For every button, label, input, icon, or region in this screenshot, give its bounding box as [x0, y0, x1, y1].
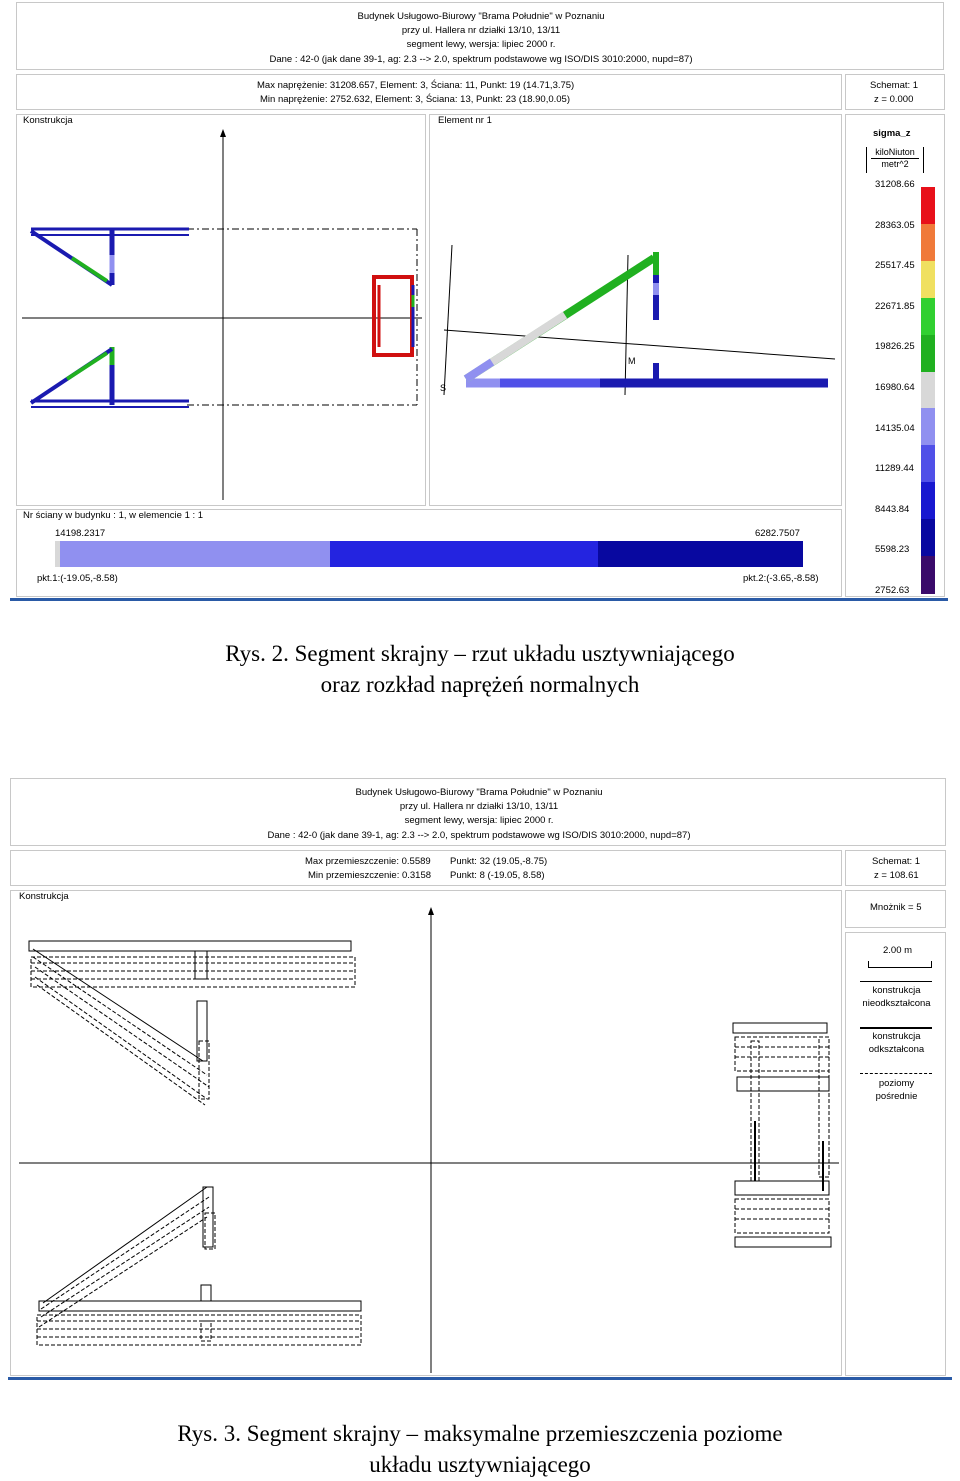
legend-value: 22671.85: [875, 300, 915, 312]
fig1-konstrukcja-label: Konstrukcja: [23, 115, 73, 126]
fig1-header-line4: Dane : 42-0 (jak dane 39-1, ag: 2.3 --> 2.0, spektrum podstawowe wg ISO/DIS 3010:2000, nupd=87): [269, 54, 693, 65]
legend-value: 14135.04: [875, 422, 915, 434]
fig1-bottom-rule: [10, 598, 948, 601]
fig2-multiplier: Mnożnik = 5: [870, 902, 922, 913]
legend-value: 31208.66: [875, 179, 915, 190]
fig1-wall-right-value: 6282.7507: [755, 528, 800, 539]
fig2-header-line4: Dane : 42-0 (jak dane 39-1, ag: 2.3 --> 2.0, spektrum podstawowe wg ISO/DIS 3010:2000, nupd=87): [267, 830, 691, 841]
legend-swatch: [921, 482, 935, 520]
legend-swatch: [921, 372, 935, 410]
fig2-legend-undeformed-line: [860, 981, 932, 982]
fig2-scale-label: 2.00 m: [883, 945, 913, 956]
legend-swatch: [921, 261, 935, 299]
fig2-legend-panel: [845, 932, 946, 1376]
fig2-z-value: z = 108.61: [874, 870, 919, 881]
fig1-header-line1: Budynek Usługowo-Biurowy "Brama Południe" w Poznaniu: [357, 11, 605, 22]
fig2-header-line1: Budynek Usługowo-Biurowy "Brama Południe" w Poznaniu: [355, 787, 603, 798]
fig2-caption-line1: Rys. 3. Segment skrajny – maksymalne przemieszczenia poziome: [177, 1421, 783, 1446]
legend-swatch: [921, 445, 935, 483]
fig1-stats-panel: [16, 74, 842, 110]
fig1-max-stress: Max naprężenie: 31208.657, Element: 3, Ściana: 11, Punkt: 19 (14.71,3.75): [257, 80, 575, 91]
fig1-legend-unit-den: metr^2: [881, 159, 909, 169]
fig1-construction-panel: [16, 114, 426, 506]
fig2-legend-deformed-1: konstrukcja: [872, 1031, 921, 1042]
fig1-header-line2: przy ul. Hallera nr działki 13/10, 13/11: [401, 25, 561, 36]
legend-swatch: [921, 408, 935, 446]
legend-swatch: [921, 224, 935, 262]
fig1-element-panel: [429, 114, 842, 506]
fig1-schemat: Schemat: 1: [870, 80, 919, 91]
legend-value: 5598.23: [875, 544, 910, 556]
fig1-z-value: z = 0.000: [874, 94, 914, 105]
fig2-header-line2: przy ul. Hallera nr działki 13/10, 13/11: [399, 801, 559, 812]
fig2-header-panel: [10, 778, 946, 846]
fig2-header-line3: segment lewy, wersja: lipiec 2000 r.: [404, 815, 554, 826]
fig2-legend-levels-line: [860, 1073, 932, 1074]
legend-value: 28363.05: [875, 219, 915, 231]
legend-swatch: [921, 335, 935, 373]
fig1-wall-pt2: pkt.2:(-3.65,-8.58): [743, 573, 819, 584]
fig1-point-m-label: M: [628, 356, 636, 366]
fig1-legend-unit-num: kiloNiuton: [875, 147, 915, 157]
fig1-wall-left-value: 14198.2317: [55, 528, 106, 539]
fig1-header-line3: segment lewy, wersja: lipiec 2000 r.: [406, 39, 556, 50]
fig2-legend-undeformed-2: nieodkształcona: [862, 998, 931, 1009]
fig2-min-point: Punkt: 8 (-19.05, 8.58): [450, 870, 545, 881]
fig2-min-displacement: Min przemieszczenie: 0.3158: [308, 870, 432, 881]
fig1-caption-line2: oraz rozkład naprężeń normalnych: [320, 672, 640, 697]
fig1-min-stress: Min naprężenie: 2752.632, Element: 3, Ściana: 13, Punkt: 23 (18.90,0.05): [260, 94, 571, 105]
fig1-construction-drawing: [17, 115, 427, 507]
fig2-max-point: Punkt: 32 (19.05,-8.75): [450, 856, 548, 867]
legend-value: 25517.45: [875, 260, 915, 272]
legend-value: 16980.64: [875, 382, 915, 393]
legend-swatch: [921, 519, 935, 557]
fig1-element-drawing: [430, 115, 843, 507]
fig1-wall-pt1: pkt.1:(-19.05,-8.58): [37, 573, 118, 584]
fig2-legend-levels-2: pośrednie: [875, 1091, 918, 1102]
fig2-stats-panel: [10, 850, 842, 886]
fig2-scale-bar: [868, 961, 932, 968]
legend-value: 19826.25: [875, 341, 915, 353]
fig1-wall-stress-bar: [55, 541, 803, 567]
fig1-element-label: Element nr 1: [438, 115, 492, 126]
legend-swatch: [921, 187, 935, 225]
fig2-legend-deformed-2: odkształcona: [868, 1044, 925, 1055]
legend-swatch: [921, 556, 935, 594]
fig1-wall-panel: [16, 509, 842, 597]
fig2-caption-line2: układu usztywniającego: [369, 1452, 591, 1477]
fig2-legend-levels-1: poziomy: [878, 1078, 915, 1089]
fig1-wall-title: Nr ściany w budynku : 1, w elemencie 1 : 1: [23, 510, 204, 521]
fig2-multiplier-panel: [845, 890, 946, 928]
fig1-point-s-label: S: [440, 383, 447, 393]
fig2-schemat-panel: [845, 850, 946, 886]
legend-swatch: [921, 298, 935, 336]
fig2-schemat: Schemat: 1: [872, 856, 921, 867]
fig2-legend-undeformed-1: konstrukcja: [872, 985, 921, 996]
fig2-deformation-drawing: [11, 891, 843, 1377]
fig2-max-displacement: Max przemieszczenie: 0.5589: [305, 856, 431, 867]
fig1-caption-line1: Rys. 2. Segment skrajny – rzut układu usztywniającego: [225, 641, 735, 666]
legend-value: 11289.44: [875, 463, 914, 475]
legend-value: 2752.63: [875, 585, 910, 596]
fig1-legend-title: sigma_z: [873, 128, 911, 139]
fig1-header-panel: [16, 2, 944, 70]
fig2-legend-deformed-line: [860, 1027, 932, 1029]
fig1-legend-panel: [845, 114, 945, 597]
legend-value: 8443.84: [875, 503, 910, 515]
fig2-konstrukcja-label: Konstrukcja: [19, 891, 69, 902]
fig2-construction-panel: [10, 890, 842, 1376]
fig2-bottom-rule: [8, 1377, 952, 1380]
fig1-schemat-panel: [845, 74, 945, 110]
fig1-legend-unit: [866, 147, 924, 173]
